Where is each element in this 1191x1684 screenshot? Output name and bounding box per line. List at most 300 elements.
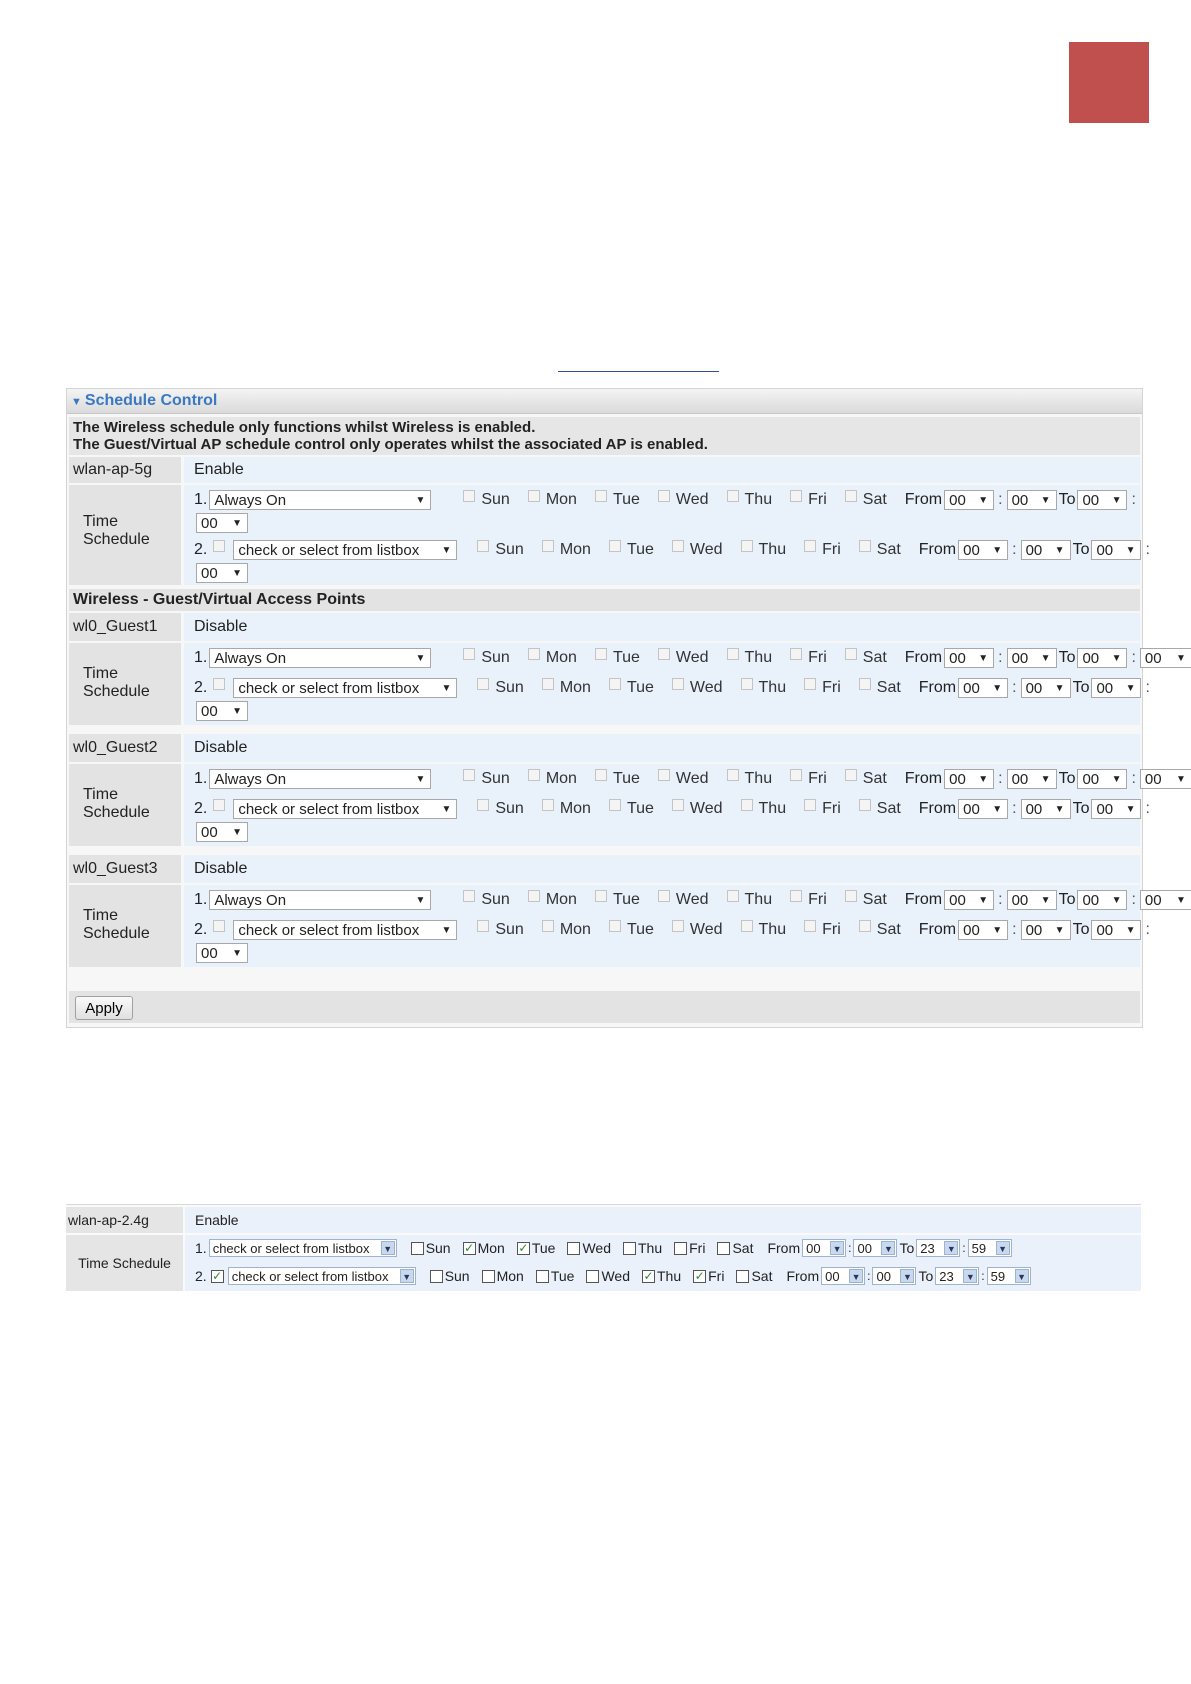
day-checkbox[interactable]: [804, 799, 816, 811]
colon: :: [981, 1269, 985, 1283]
to-minute-select-value: 00: [201, 514, 218, 532]
dropdown-arrow-icon: ▼: [1176, 773, 1186, 785]
from-label: From: [904, 770, 943, 787]
from-minute-select-value: 00: [876, 1268, 891, 1284]
day-checkbox[interactable]: [658, 648, 670, 660]
row-number: 1.: [194, 649, 208, 666]
day-checkbox[interactable]: [672, 540, 684, 552]
to-minute-select-value: 59: [990, 1268, 1006, 1284]
colon: :: [1131, 770, 1136, 787]
day-label: Sat: [876, 921, 901, 938]
row-number: 2.: [195, 1268, 207, 1284]
day-label: Fri: [689, 1240, 706, 1256]
listbox-select[interactable]: [233, 799, 457, 819]
dropdown-arrow-icon: ▼: [1054, 803, 1065, 815]
schedule-row-1: [194, 889, 1191, 911]
row-enable-checkbox[interactable]: [211, 1270, 224, 1283]
day-checkbox[interactable]: [536, 1270, 549, 1283]
from-hour-select[interactable]: [944, 490, 994, 510]
to-hour-select[interactable]: [1077, 890, 1127, 910]
mode-select[interactable]: [209, 769, 431, 789]
to-hour-select-value: 00: [1096, 800, 1114, 818]
to-minute-select-value: 00: [1144, 891, 1162, 909]
day-checkbox[interactable]: [528, 648, 540, 660]
to-minute-select[interactable]: [196, 701, 248, 721]
to-hour-select[interactable]: [935, 1267, 979, 1285]
ap-row-wlan-ap-5g: [69, 457, 1140, 483]
from-hour-select-value: 00: [963, 679, 980, 697]
day-label: Sun: [481, 770, 510, 787]
schedule-control-panel: [66, 388, 1186, 1028]
day-checkbox[interactable]: [477, 540, 489, 552]
row-number: 2.: [194, 679, 208, 696]
mode-select-value: Always On: [214, 770, 287, 788]
day-checkbox[interactable]: [595, 769, 607, 781]
colon: :: [1145, 679, 1150, 696]
day-checkbox[interactable]: [741, 920, 753, 932]
from-hour-select-value: 00: [949, 649, 966, 667]
to-minute-select[interactable]: [196, 943, 248, 963]
day-label: Thu: [657, 1268, 682, 1284]
from-minute-select-value: 00: [1011, 770, 1029, 788]
ap-status: Enable: [185, 1207, 1141, 1233]
day-label: Wed: [675, 491, 709, 508]
schedule-row-1: [194, 489, 1138, 511]
day-checkbox[interactable]: [411, 1242, 424, 1255]
dropdown-arrow-icon: ▼: [881, 1241, 895, 1255]
dropdown-arrow-icon: ▼: [1040, 773, 1051, 785]
row-enable-checkbox[interactable]: [213, 678, 225, 690]
schedule-row-2: [194, 539, 1152, 561]
day-checkbox[interactable]: [790, 490, 802, 502]
schedule-row-2: [194, 919, 1152, 941]
to-hour-select[interactable]: [1091, 678, 1141, 698]
from-hour-select-value: 00: [949, 770, 966, 788]
from-minute-select[interactable]: [1021, 678, 1071, 698]
day-checkbox[interactable]: [741, 540, 753, 552]
day-label: Thu: [744, 491, 773, 508]
day-checkbox[interactable]: [741, 799, 753, 811]
to-minute-select-value: 00: [201, 823, 218, 841]
day-checkbox[interactable]: [674, 1242, 687, 1255]
dropdown-arrow-icon: ▼: [978, 773, 989, 785]
to-label: To: [1072, 679, 1090, 696]
from-minute-select[interactable]: [1021, 799, 1071, 819]
to-minute-select[interactable]: [1140, 890, 1191, 910]
day-checkbox[interactable]: [658, 769, 670, 781]
day-checkbox[interactable]: [430, 1270, 443, 1283]
colon: :: [1145, 921, 1150, 938]
day-checkbox[interactable]: [845, 769, 857, 781]
time-schedule-rows: [184, 485, 1150, 585]
dropdown-arrow-icon: ▼: [232, 517, 242, 529]
schedule-note: [69, 417, 1140, 455]
listbox-select-value: check or select from listbox: [231, 1268, 389, 1284]
to-minute-select[interactable]: [987, 1267, 1031, 1285]
time-schedule-label-line1: Time: [83, 665, 118, 682]
day-label: Sun: [495, 921, 524, 938]
to-hour-select-value: 00: [1096, 541, 1114, 559]
day-label: Tue: [612, 649, 640, 666]
time-schedule-label-line2: Schedule: [83, 925, 150, 942]
dropdown-arrow-icon: ▼: [1125, 924, 1136, 936]
dropdown-arrow-icon: ▼: [441, 803, 452, 815]
dropdown-arrow-icon: ▼: [963, 1269, 977, 1283]
day-checkbox[interactable]: [528, 890, 540, 902]
ap-name: wl0_Guest3: [69, 855, 181, 883]
day-checkbox[interactable]: [595, 890, 607, 902]
day-checkbox[interactable]: [717, 1242, 730, 1255]
day-checkbox[interactable]: [727, 769, 739, 781]
panel-title-text: Schedule Control: [84, 392, 218, 409]
day-label: Sun: [481, 491, 510, 508]
from-minute-select[interactable]: [872, 1267, 916, 1285]
day-checkbox[interactable]: [741, 678, 753, 690]
to-hour-select-value: 00: [1096, 679, 1114, 697]
day-label: Mon: [559, 800, 591, 817]
day-label: Sun: [425, 1240, 451, 1256]
colon: :: [1131, 649, 1136, 666]
to-hour-select-value: 00: [1082, 491, 1100, 509]
dropdown-arrow-icon: ▼: [992, 924, 1003, 936]
day-label: Mon: [545, 770, 577, 787]
time-schedule-label-line1: Time: [83, 786, 118, 803]
to-hour-select[interactable]: [1091, 799, 1141, 819]
colon: :: [962, 1241, 966, 1255]
colon: :: [998, 770, 1003, 787]
day-label: Sun: [495, 541, 524, 558]
from-hour-select-value: 00: [949, 891, 966, 909]
day-checkbox[interactable]: [609, 799, 621, 811]
listbox-select[interactable]: [233, 678, 457, 698]
colon: :: [1145, 800, 1150, 817]
day-label: Wed: [689, 800, 723, 817]
day-checkbox[interactable]: [727, 490, 739, 502]
from-minute-select-value: 00: [1025, 921, 1043, 939]
time-schedule-label: Time Schedule: [66, 1235, 183, 1291]
listbox-select-value: check or select from listbox: [238, 800, 420, 818]
from-minute-select[interactable]: [1007, 890, 1057, 910]
from-minute-select[interactable]: [1021, 920, 1071, 940]
ap-status: Disable: [184, 734, 1140, 762]
day-label: Sat: [751, 1268, 773, 1284]
schedule-row-2-wrap: [194, 562, 250, 584]
ap-status: Enable: [184, 457, 1140, 483]
day-checkbox[interactable]: [463, 1242, 476, 1255]
colon: :: [1145, 541, 1150, 558]
day-label: Fri: [808, 891, 827, 908]
from-minute-select[interactable]: [1007, 490, 1057, 510]
schedule-row-2: [194, 677, 1152, 699]
day-checkbox[interactable]: [463, 490, 475, 502]
row-number: 1.: [194, 491, 208, 508]
day-checkbox[interactable]: [658, 890, 670, 902]
day-label: Sun: [495, 800, 524, 817]
row-enable-checkbox[interactable]: [213, 920, 225, 932]
colon: :: [1012, 800, 1017, 817]
schedule-row-2-wrap: [194, 700, 250, 722]
day-label: Wed: [689, 921, 723, 938]
day-checkbox[interactable]: [859, 920, 871, 932]
from-hour-select-value: 00: [963, 541, 980, 559]
day-checkbox[interactable]: [609, 540, 621, 552]
day-checkbox[interactable]: [477, 678, 489, 690]
from-hour-select[interactable]: [958, 799, 1008, 819]
apply-row: [69, 991, 1140, 1023]
from-label: From: [904, 649, 943, 666]
to-minute-select-value: 00: [201, 564, 218, 582]
from-hour-select-value: 00: [806, 1240, 821, 1256]
row-number: 1.: [194, 770, 208, 787]
day-label: Wed: [689, 541, 723, 558]
to-hour-select[interactable]: [1077, 490, 1127, 510]
day-checkbox[interactable]: [845, 648, 857, 660]
day-checkbox[interactable]: [567, 1242, 580, 1255]
day-checkbox[interactable]: [528, 490, 540, 502]
from-label: From: [786, 1268, 820, 1284]
row-enable-checkbox[interactable]: [213, 799, 225, 811]
to-minute-select-value: 59: [971, 1240, 987, 1256]
dropdown-arrow-icon: ▼: [996, 1241, 1010, 1255]
day-checkbox[interactable]: [804, 678, 816, 690]
day-checkbox[interactable]: [482, 1270, 495, 1283]
to-minute-select[interactable]: [196, 822, 248, 842]
dropdown-arrow-icon: ▼: [830, 1241, 844, 1255]
schedule-row-2: [195, 1265, 1033, 1287]
day-checkbox[interactable]: [623, 1242, 636, 1255]
day-checkbox[interactable]: [859, 678, 871, 690]
dropdown-arrow-icon: ▼: [1125, 682, 1136, 694]
dropdown-arrow-icon: ▼: [1176, 652, 1186, 664]
dropdown-arrow-icon: ▼: [1125, 803, 1136, 815]
dropdown-arrow-icon: ▼: [992, 544, 1003, 556]
schedule-block-guest1: [69, 643, 1186, 725]
to-label: To: [1072, 541, 1090, 558]
day-label: Mon: [545, 491, 577, 508]
day-label: Fri: [808, 770, 827, 787]
day-checkbox[interactable]: [463, 890, 475, 902]
day-checkbox[interactable]: [859, 540, 871, 552]
day-checkbox[interactable]: [595, 648, 607, 660]
dropdown-arrow-icon: ▼: [232, 705, 242, 717]
to-hour-select[interactable]: [1077, 648, 1127, 668]
day-checkbox[interactable]: [542, 799, 554, 811]
day-checkbox[interactable]: [595, 490, 607, 502]
day-label: Thu: [638, 1240, 663, 1256]
mode-select[interactable]: [209, 648, 431, 668]
to-minute-select[interactable]: [1140, 769, 1191, 789]
day-checkbox[interactable]: [542, 540, 554, 552]
from-minute-select[interactable]: [853, 1239, 897, 1257]
dropdown-arrow-icon: ▼: [1054, 544, 1065, 556]
dropdown-arrow-icon: ▼: [978, 894, 989, 906]
from-minute-select[interactable]: [1021, 540, 1071, 560]
from-hour-select[interactable]: [958, 678, 1008, 698]
dropdown-arrow-icon: ▼: [232, 947, 242, 959]
to-hour-select[interactable]: [1077, 769, 1127, 789]
day-checkbox[interactable]: [658, 490, 670, 502]
dropdown-arrow-icon: ▼: [978, 494, 989, 506]
day-checkbox[interactable]: [586, 1270, 599, 1283]
time-schedule-rows: [184, 885, 1186, 967]
dropdown-arrow-icon: ▼: [1111, 894, 1122, 906]
listbox-select[interactable]: [233, 920, 457, 940]
row-number: 2.: [194, 921, 208, 938]
day-checkbox[interactable]: [609, 678, 621, 690]
day-checkbox[interactable]: [477, 920, 489, 932]
schedule-block-main: [69, 485, 1150, 585]
day-checkbox[interactable]: [517, 1242, 530, 1255]
day-label: Sat: [862, 491, 887, 508]
from-minute-select-value: 00: [1011, 891, 1029, 909]
mode-select-value: Always On: [214, 491, 287, 509]
day-label: Thu: [744, 649, 773, 666]
from-hour-select[interactable]: [802, 1239, 846, 1257]
schedule-row-2-wrap: [194, 821, 250, 843]
to-minute-select[interactable]: [196, 513, 248, 533]
from-hour-select[interactable]: [944, 769, 994, 789]
day-checkbox[interactable]: [790, 648, 802, 660]
listbox-select[interactable]: [233, 540, 457, 560]
ap-name: wlan-ap-2.4g: [66, 1207, 183, 1233]
from-label: From: [918, 921, 957, 938]
day-checkbox[interactable]: [528, 769, 540, 781]
dropdown-arrow-icon: ▼: [1040, 894, 1051, 906]
dropdown-arrow-icon: ▼: [849, 1269, 863, 1283]
collapse-triangle-icon[interactable]: ▼: [71, 396, 82, 408]
schedule-row-1-wrap: [194, 512, 250, 534]
to-hour-select[interactable]: [1091, 540, 1141, 560]
day-checkbox[interactable]: [736, 1270, 749, 1283]
day-checkbox[interactable]: [477, 799, 489, 811]
to-minute-select-value: 00: [1144, 770, 1162, 788]
to-hour-select[interactable]: [1091, 920, 1141, 940]
to-hour-select-value: 00: [1082, 770, 1100, 788]
dropdown-arrow-icon: ▼: [992, 682, 1003, 694]
day-checkbox[interactable]: [672, 920, 684, 932]
panel-title[interactable]: [67, 389, 1142, 414]
day-checkbox[interactable]: [804, 920, 816, 932]
day-checkbox[interactable]: [804, 540, 816, 552]
schedule-block-guest2: [69, 764, 1186, 846]
day-label: Tue: [612, 491, 640, 508]
colon: :: [1012, 541, 1017, 558]
day-label: Mon: [477, 1240, 505, 1256]
dropdown-arrow-icon: ▼: [415, 894, 426, 906]
to-hour-select[interactable]: [916, 1239, 960, 1257]
from-hour-select[interactable]: [944, 890, 994, 910]
dropdown-arrow-icon: ▼: [1040, 652, 1051, 664]
to-minute-select[interactable]: [196, 563, 248, 583]
from-minute-select-value: 00: [1011, 491, 1029, 509]
day-label: Wed: [601, 1268, 630, 1284]
row-enable-checkbox[interactable]: [213, 540, 225, 552]
from-hour-select[interactable]: [958, 540, 1008, 560]
dropdown-arrow-icon: ▼: [400, 1269, 414, 1283]
day-checkbox[interactable]: [845, 890, 857, 902]
dropdown-arrow-icon: ▼: [415, 773, 426, 785]
day-label: Sun: [481, 649, 510, 666]
day-checkbox[interactable]: [642, 1270, 655, 1283]
time-schedule-label-line2: Schedule: [83, 804, 150, 821]
dropdown-arrow-icon: ▼: [1015, 1269, 1029, 1283]
apply-button[interactable]: Apply: [75, 996, 133, 1020]
day-label: Thu: [758, 800, 787, 817]
day-label: Tue: [550, 1268, 575, 1284]
day-label: Tue: [626, 800, 654, 817]
from-hour-select-value: 00: [825, 1268, 840, 1284]
day-checkbox[interactable]: [790, 769, 802, 781]
day-checkbox[interactable]: [859, 799, 871, 811]
colon: :: [1012, 921, 1017, 938]
day-label: Fri: [808, 649, 827, 666]
day-checkbox[interactable]: [463, 769, 475, 781]
ap-name: wl0_Guest1: [69, 613, 181, 641]
from-hour-select[interactable]: [821, 1267, 865, 1285]
listbox-select[interactable]: [228, 1267, 416, 1285]
from-hour-select[interactable]: [944, 648, 994, 668]
from-hour-select[interactable]: [958, 920, 1008, 940]
day-checkbox[interactable]: [609, 920, 621, 932]
from-label: From: [918, 679, 957, 696]
from-minute-select-value: 00: [1025, 800, 1043, 818]
time-schedule-label-line2: Schedule: [83, 531, 150, 548]
day-label: Tue: [626, 679, 654, 696]
day-checkbox[interactable]: [693, 1270, 706, 1283]
day-checkbox[interactable]: [542, 920, 554, 932]
to-minute-select[interactable]: [968, 1239, 1012, 1257]
mode-select[interactable]: [209, 890, 431, 910]
day-checkbox[interactable]: [542, 678, 554, 690]
day-label: Mon: [559, 679, 591, 696]
day-label: Wed: [675, 770, 709, 787]
to-minute-select[interactable]: [1140, 648, 1191, 668]
from-minute-select[interactable]: [1007, 769, 1057, 789]
day-label: Thu: [758, 679, 787, 696]
day-checkbox[interactable]: [845, 490, 857, 502]
from-minute-select-value: 00: [1011, 649, 1029, 667]
day-checkbox[interactable]: [727, 890, 739, 902]
day-checkbox[interactable]: [727, 648, 739, 660]
time-schedule-label: [69, 764, 181, 846]
day-label: Sat: [732, 1240, 754, 1256]
mode-select[interactable]: [209, 490, 431, 510]
day-label: Fri: [822, 541, 841, 558]
dropdown-arrow-icon: ▼: [232, 826, 242, 838]
day-label: Sat: [876, 679, 901, 696]
from-label: From: [918, 800, 957, 817]
day-checkbox[interactable]: [672, 678, 684, 690]
day-label: Wed: [582, 1240, 611, 1256]
dropdown-arrow-icon: ▼: [992, 803, 1003, 815]
day-label: Mon: [559, 541, 591, 558]
dropdown-arrow-icon: ▼: [1111, 773, 1122, 785]
day-checkbox[interactable]: [463, 648, 475, 660]
from-minute-select[interactable]: [1007, 648, 1057, 668]
day-label: Thu: [758, 541, 787, 558]
day-label: Mon: [545, 891, 577, 908]
day-checkbox[interactable]: [790, 890, 802, 902]
day-checkbox[interactable]: [672, 799, 684, 811]
colon: :: [1131, 491, 1136, 508]
time-schedule-rows: [184, 764, 1186, 846]
dropdown-arrow-icon: ▼: [1054, 682, 1065, 694]
day-label: Wed: [675, 649, 709, 666]
dropdown-arrow-icon: ▼: [900, 1269, 914, 1283]
day-label: Sat: [862, 770, 887, 787]
from-label: From: [904, 891, 943, 908]
listbox-select[interactable]: [209, 1239, 397, 1257]
